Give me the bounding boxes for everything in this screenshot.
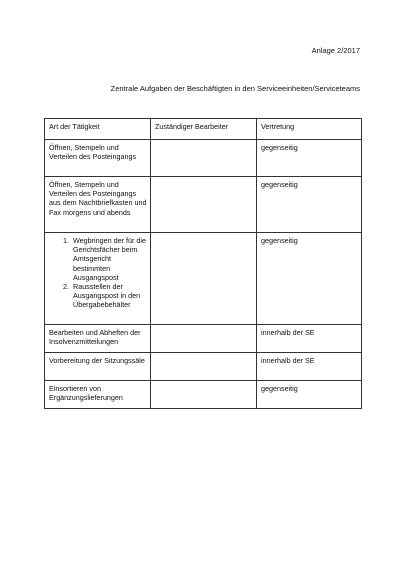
assignee-cell [151,177,257,233]
document-title: Zentrale Aufgaben der Beschäftigten in den Serviceeinheiten/Serviceteams [110,84,360,93]
substitute-cell: innerhalb der SE [257,325,362,353]
assignee-cell [151,140,257,177]
header-activity: Art der Tätigkeit [45,119,151,140]
duties-table [44,118,362,409]
assignee-cell [151,381,257,409]
activity-cell: Vorbereitung der Sitzungssäle [45,353,151,381]
assignee-cell [151,325,257,353]
table-row [45,177,362,233]
activity-cell [45,233,151,325]
numbered-step-list [49,236,147,310]
substitute-cell: gegenseitig [257,381,362,409]
assignee-cell [151,233,257,325]
activity-cell: Öffnen, Stempeln und Verteilen des Posteingangs [45,140,151,177]
table-row [45,353,362,381]
activity-cell: Öffnen, Stempeln und Verteilen des Posteingangs aus dem Nachtbriefkasten und Fax morgens und abends [45,177,151,233]
substitute-cell: gegenseitig [257,233,362,325]
substitute-cell: gegenseitig [257,177,362,233]
list-item: 1. Wegbringen der für die Gerichtsfächer beim Amtsgericht bestimmten Ausgangspost [71,236,147,282]
assignee-cell [151,353,257,381]
list-item: 2. Rausstellen der Ausgangspost in den Übergabebehälter [71,282,147,310]
activity-cell: Bearbeiten und Abheften der Insolvenzmitteilungen [45,325,151,353]
table-row [45,140,362,177]
table-header-row [45,119,362,140]
table-row [45,325,362,353]
substitute-cell: innerhalb der SE [257,353,362,381]
substitute-cell: gegenseitig [257,140,362,177]
activity-cell: Einsortieren von Ergänzungslieferungen [45,381,151,409]
header-assignee: Zuständiger Bearbeiter [151,119,257,140]
annex-label: Anlage 2/2017 [311,46,360,55]
header-substitute: Vertretung [257,119,362,140]
table-row [45,381,362,409]
table-row [45,233,362,325]
